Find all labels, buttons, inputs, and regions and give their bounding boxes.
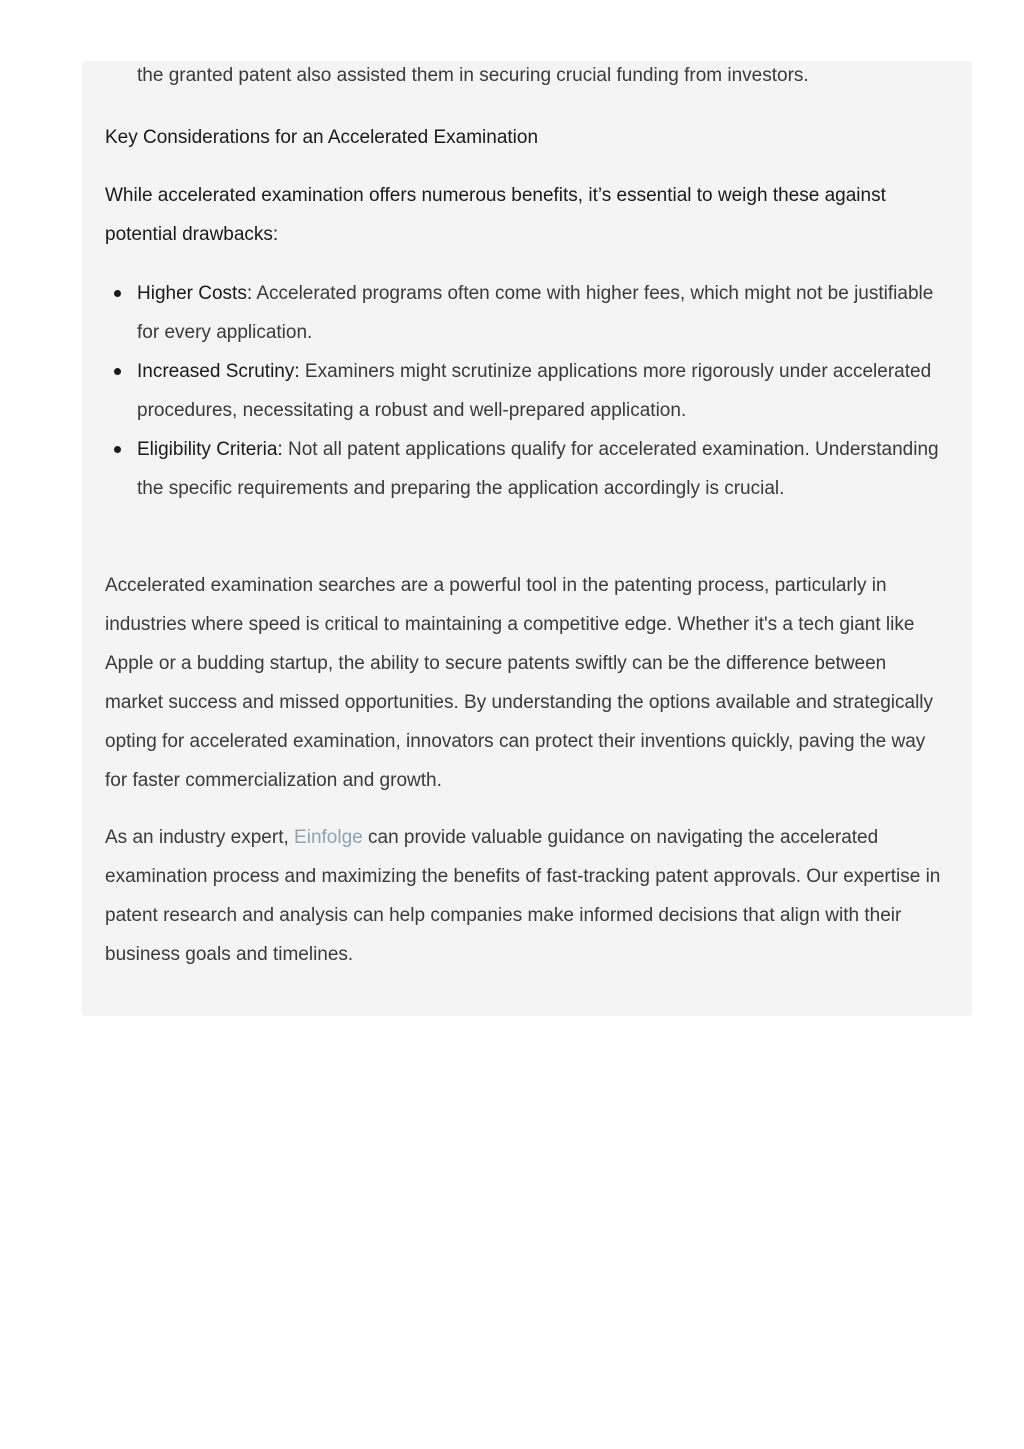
list-item-text: Not all patent applications qualify for accelerated examination. Understanding the specific requirements and preparing the application accordingly is crucial.: [137, 439, 939, 499]
list-item-higher-costs: [105, 274, 945, 352]
considerations-list: [105, 274, 945, 508]
closing-paragraph: [105, 818, 945, 974]
list-item-increased-scrutiny: [105, 352, 945, 430]
continued-text: the granted patent also assisted them in securing crucial funding from investors.: [137, 65, 809, 86]
conclusion-paragraph: Accelerated examination searches are a powerful tool in the patenting process, particularly in industries where speed is critical to maintaining a competitive edge. Whether it's a tech giant like Apple or a budding startup, the ability to secure patents swiftly can be the difference between market success and missed opportunities. By understanding the options available and strategically opting for accelerated examination, innovators can protect their inventions quickly, paving the way for faster commercialization and growth.: [105, 575, 934, 791]
einfolge-link[interactable]: Einfolge: [294, 827, 363, 848]
list-item-text: Examiners might scrutinize applications more rigorously under accelerated procedures, necessitating a robust and well-prepared application.: [137, 361, 932, 421]
bullet-icon: [114, 368, 121, 375]
closing-suffix: can provide valuable guidance on navigating the accelerated examination process and maximizing the benefits of fast-tracking patent approvals. Our expertise in patent research and analysis can help companies make informed decisions that align with their business goals and timelines.: [105, 827, 941, 965]
list-item-text: Accelerated programs often come with higher fees, which might not be justifiable for every application.: [137, 283, 934, 343]
bullet-icon: [114, 446, 121, 453]
section-intro: While accelerated examination offers numerous benefits, it’s essential to weigh these against potential drawbacks:: [105, 185, 886, 245]
list-item-term: Higher Costs:: [137, 283, 253, 304]
list-item-term: Eligibility Criteria:: [137, 439, 283, 460]
section-title: Key Considerations for an Accelerated Examination: [105, 127, 539, 148]
bullet-icon: [114, 290, 121, 297]
list-item-term: Increased Scrutiny:: [137, 361, 300, 382]
list-item-eligibility-criteria: [105, 430, 945, 508]
article-card: [82, 61, 972, 1016]
closing-prefix: As an industry expert,: [105, 827, 295, 848]
